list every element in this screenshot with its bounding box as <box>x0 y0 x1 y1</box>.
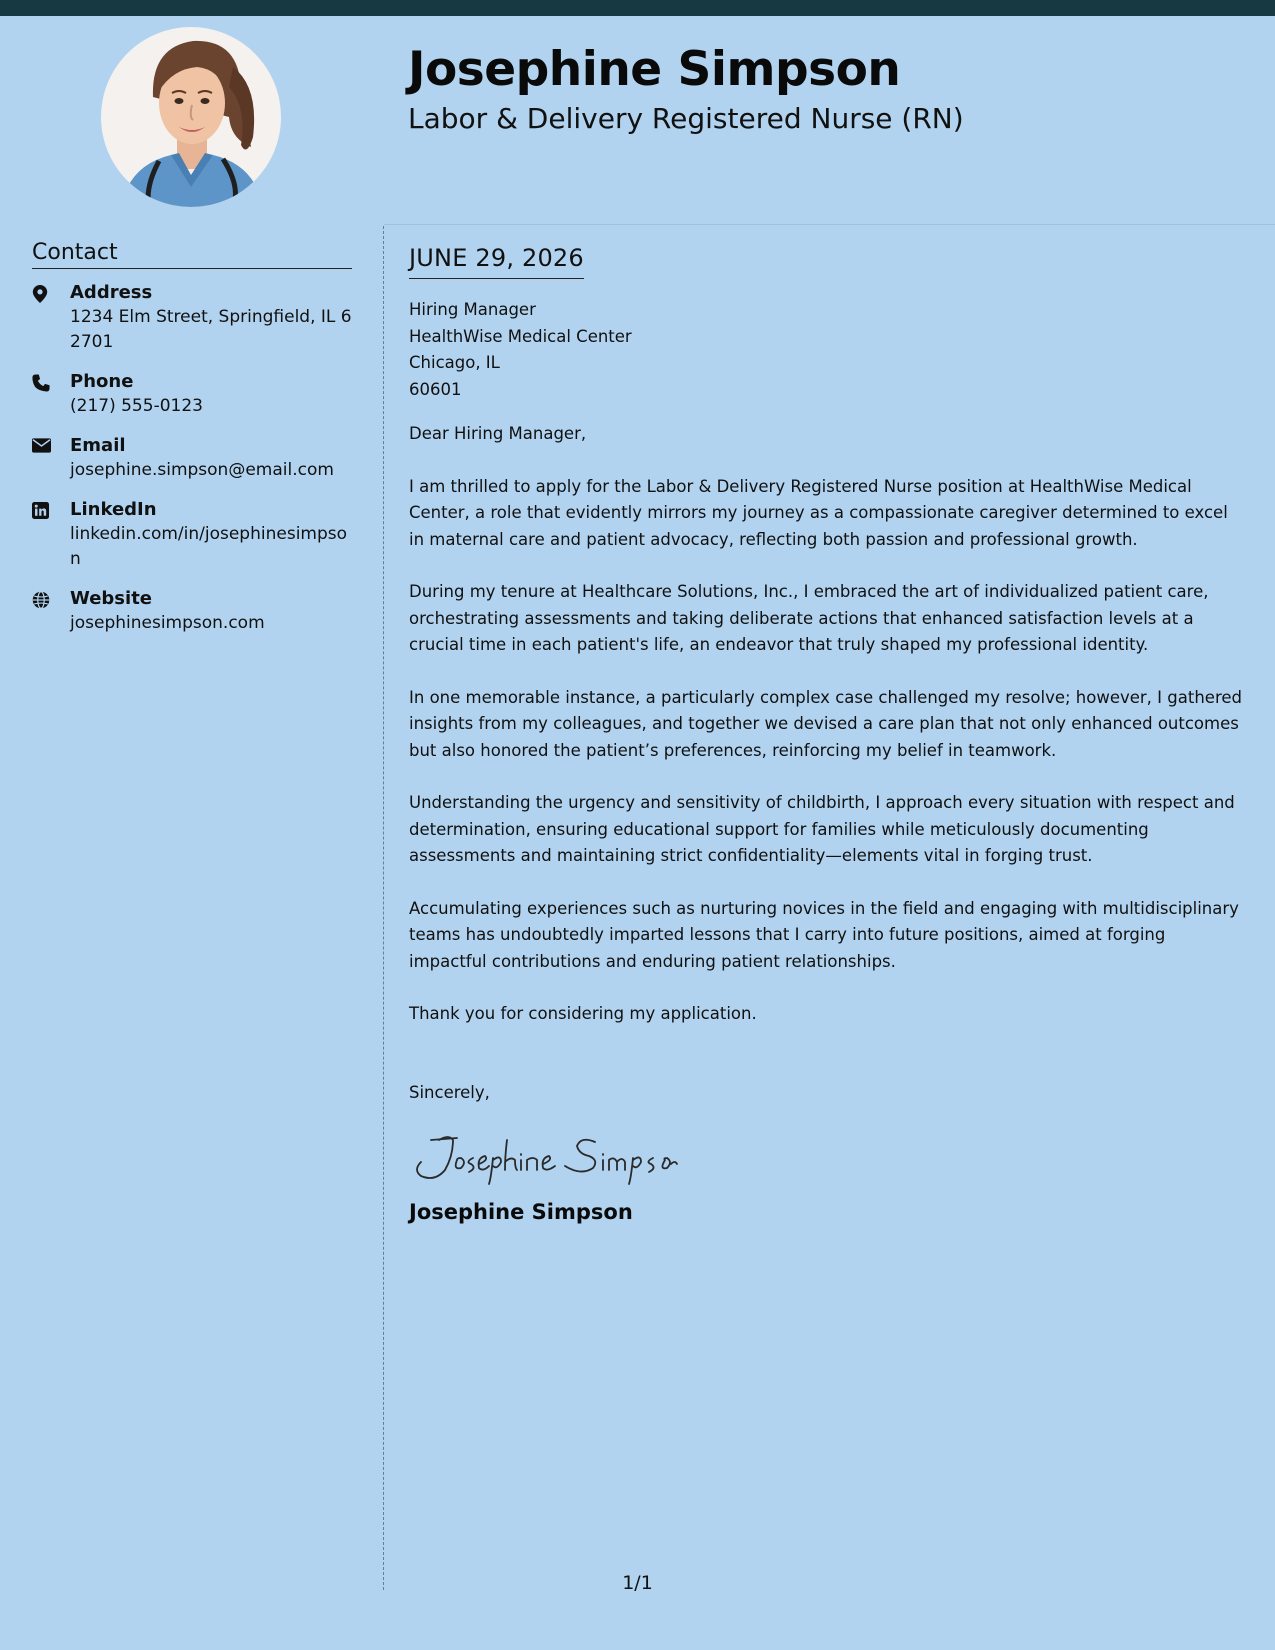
handwritten-signature <box>409 1126 1245 1186</box>
closing: Sincerely, <box>409 1082 490 1102</box>
salutation: Dear Hiring Manager, <box>409 424 587 443</box>
contact-item-email <box>32 434 352 483</box>
page-number: 1/1 <box>622 1572 653 1594</box>
letter-paragraph: Accumulating experiences such as nurturing novices in the field and engaging with multidisciplinary teams has undoubtedly imparted lessons that I carry into future positions, aimed at forging impactful contributions and enduring patient relationships. <box>409 898 1239 971</box>
recipient-company: HealthWise Medical Center <box>409 326 632 346</box>
column-divider <box>383 226 384 1590</box>
letter-body <box>409 244 1245 1224</box>
signer-name: Josephine Simpson <box>409 1200 633 1224</box>
contact-sidebar <box>32 240 352 651</box>
contact-label: Website <box>70 588 153 609</box>
contact-label: Phone <box>70 371 134 392</box>
contact-label: LinkedIn <box>70 499 157 520</box>
linkedin-value: linkedin.com/in/josephinesimpson <box>70 524 348 569</box>
recipient-zip: 60601 <box>409 379 462 399</box>
profile-photo <box>101 27 281 207</box>
globe-icon <box>32 587 70 609</box>
contact-item-address <box>32 281 352 355</box>
letter-paragraph: In one memorable instance, a particularly complex case challenged my resolve; however, I gathered insights from my colleagues, and together we devised a care plan that not only enhanced outcomes but also honored the patient’s preferences, reinforcing my belief in teamwork. <box>409 687 1242 760</box>
recipient-name: Hiring Manager <box>409 300 536 319</box>
contact-list <box>32 281 352 636</box>
linkedin-icon <box>32 498 70 519</box>
job-title: Labor & Delivery Registered Nurse (RN) <box>408 102 964 135</box>
phone-value: (217) 555-0123 <box>70 396 203 416</box>
thank-you-line: Thank you for considering my application. <box>409 1004 757 1023</box>
phone-icon <box>32 370 70 392</box>
letter-paragraph: I am thrilled to apply for the Labor & Delivery Registered Nurse position at HealthWise Medical Center, a role that evidently mirrors my journey as a compassionate caregiver determined to excel in maternal care and patient advocacy, reflecting both passion and professional growth. <box>409 476 1228 549</box>
contact-heading: Contact <box>32 240 352 269</box>
website-value: josephinesimpson.com <box>70 613 265 633</box>
email-value: josephine.simpson@email.com <box>70 460 334 480</box>
recipient-city: Chicago, IL <box>409 353 500 372</box>
recipient-block <box>409 297 1245 403</box>
top-accent-bar <box>0 0 1275 16</box>
contact-label: Email <box>70 435 126 456</box>
contact-label: Address <box>70 282 153 303</box>
header-divider <box>384 224 1275 225</box>
address-value: 1234 Elm Street, Springfield, IL 62701 <box>70 307 352 352</box>
contact-item-website <box>32 587 352 636</box>
contact-item-phone <box>32 370 352 419</box>
envelope-icon <box>32 434 70 453</box>
letter-paragraph: During my tenure at Healthcare Solutions, Inc., I embraced the art of individualized patient care, orchestrating assessments and taking deliberate actions that enhanced satisfaction levels at a crucial time in each patient's life, an endeavor that truly shaped my professional identity. <box>409 582 1209 654</box>
letter-date: JUNE 29, 2026 <box>409 244 584 279</box>
letter-paragraph: Understanding the urgency and sensitivity of childbirth, I approach every situation with respect and determination, ensuring educational support for families while meticulously documenting assessments and maintaining strict confidentiality—elements vital in forging trust. <box>409 793 1235 865</box>
map-pin-icon <box>32 281 70 303</box>
candidate-name: Josephine Simpson <box>408 42 901 97</box>
contact-item-linkedin <box>32 498 352 572</box>
